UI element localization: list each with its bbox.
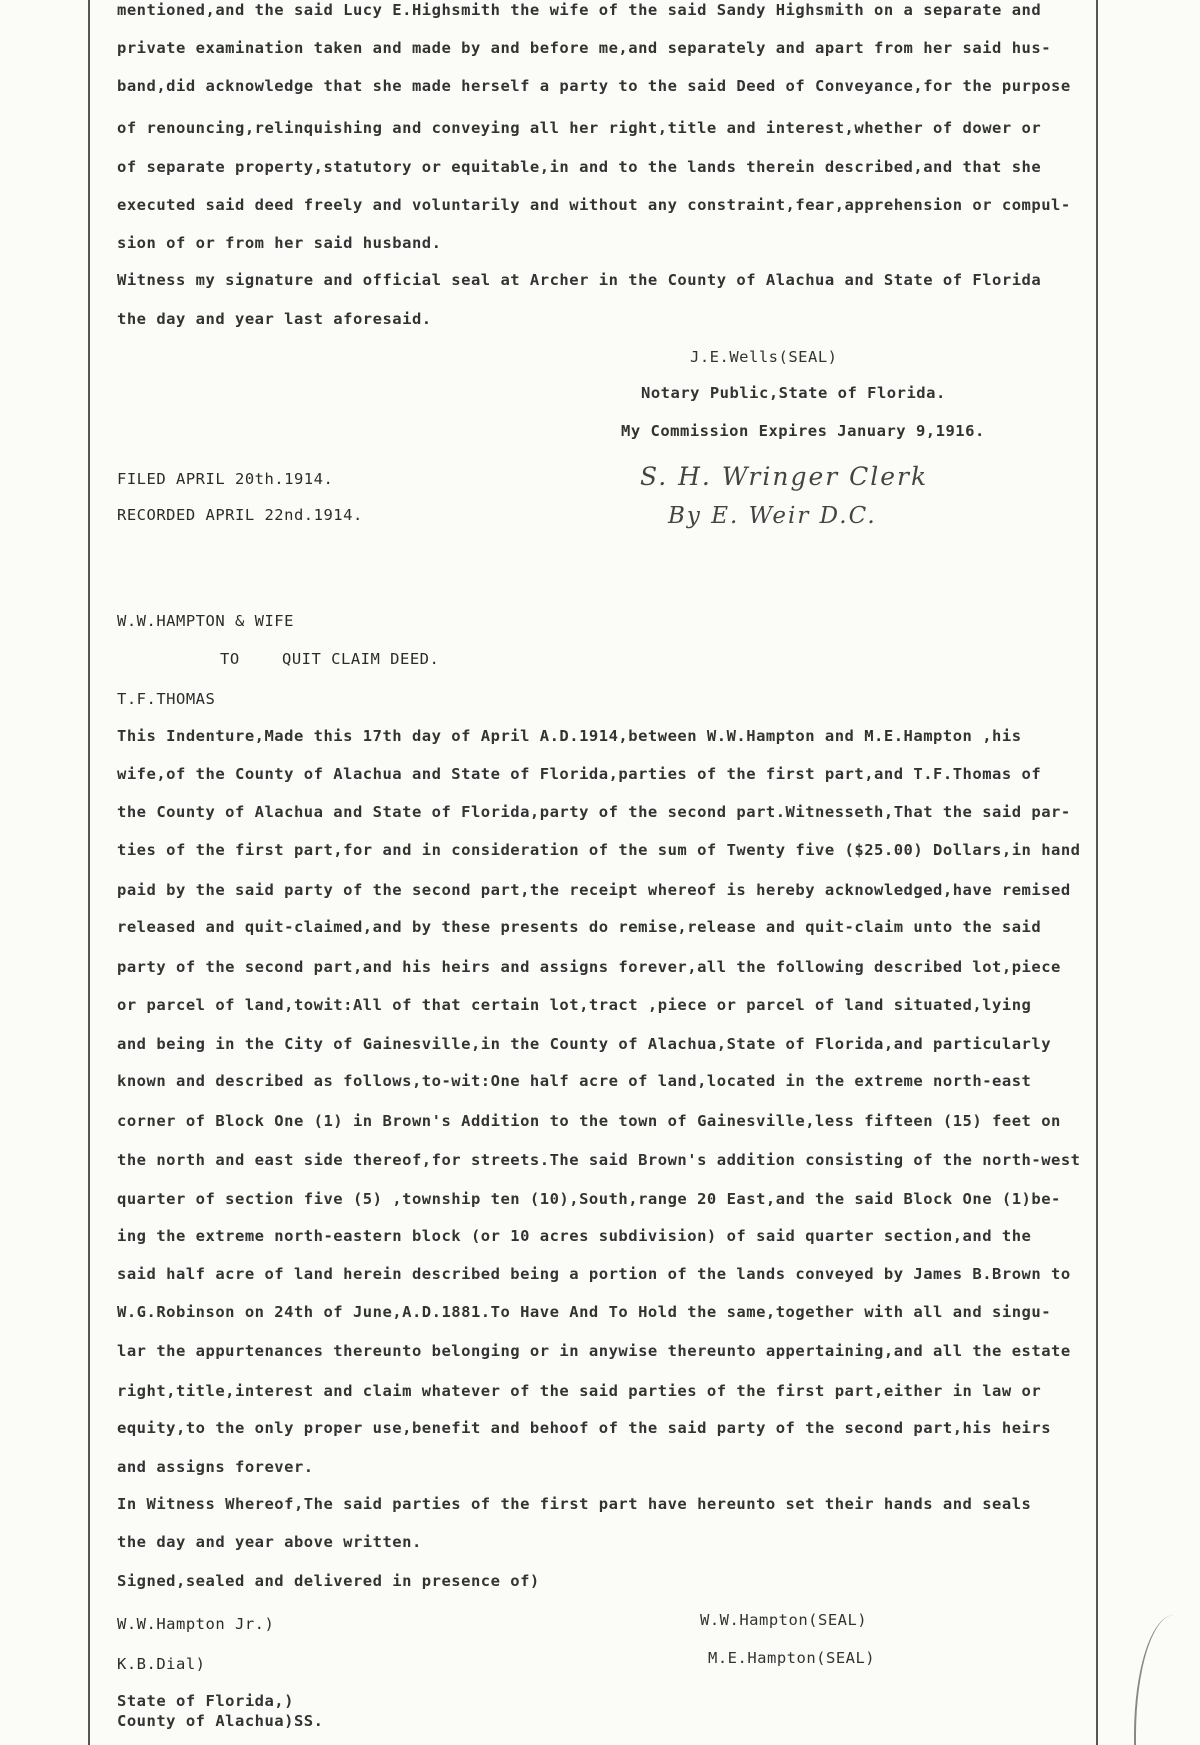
notary-title: Notary Public,State of Florida. [641, 384, 946, 402]
deed-grantor: W.W.HAMPTON & WIFE [117, 612, 294, 630]
deed-to: TO [220, 650, 240, 668]
ack-line-2: private examination taken and made by and before me,and separately and apart from her said hus- [117, 39, 1052, 57]
ack-line-7: sion of or from her said husband. [117, 234, 442, 252]
ack-line-3: band,did acknowledge that she made herself a party to the said Deed of Conveyance,for the purpose [117, 77, 1071, 95]
deed-line-22: the day and year above written. [117, 1533, 422, 1551]
notary-name: J.E.Wells(SEAL) [690, 348, 838, 366]
signer-2: M.E.Hampton(SEAL) [708, 1649, 876, 1667]
venue-county: County of Alachua)SS. [117, 1712, 324, 1730]
ack-line-4: of renouncing,relinquishing and conveying all her right,title and interest,whether of dower or [117, 119, 1042, 137]
deed-line-17: lar the appurtenances thereunto belonging or in anywise thereunto appertaining,and all the estate [117, 1342, 1071, 1360]
deed-line-11: corner of Block One (1) in Brown's Addition to the town of Gainesville,less fifteen (15) feet on [117, 1112, 1061, 1130]
deed-line-1: This Indenture,Made this 17th day of April A.D.1914,between W.W.Hampton and M.E.Hampton ,his [117, 727, 1022, 745]
notary-commission: My Commission Expires January 9,1916. [621, 422, 985, 440]
deed-line-10: known and described as follows,to-wit:One half acre of land,located in the extreme north-east [117, 1072, 1032, 1090]
deed-line-7: party of the second part,and his heirs and assigns forever,all the following described lot,piece [117, 958, 1061, 976]
right-margin-rule [1096, 0, 1098, 1745]
deed-line-9: and being in the City of Gainesville,in the County of Alachua,State of Florida,and particularly [117, 1035, 1052, 1053]
ack-line-6: executed said deed freely and voluntarily and without any constraint,fear,apprehension or compul- [117, 196, 1071, 214]
filed-date: FILED APRIL 20th.1914. [117, 470, 334, 488]
witness-2: K.B.Dial) [117, 1655, 206, 1673]
deed-line-4: ties of the first part,for and in consideration of the sum of Twenty five ($25.00) Dollars,in hand [117, 841, 1081, 859]
deed-line-21: In Witness Whereof,The said parties of the first part have hereunto set their hands and seals [117, 1495, 1032, 1513]
deed-line-5: paid by the said party of the second part,the receipt whereof is hereby acknowledged,have remised [117, 881, 1071, 899]
deed-line-13: quarter of section five (5) ,township ten (10),South,range 20 East,and the said Block One (1)be- [117, 1190, 1061, 1208]
venue-state: State of Florida,) [117, 1692, 294, 1710]
ack-line-9: the day and year last aforesaid. [117, 310, 432, 328]
deed-line-6: released and quit-claimed,and by these presents do remise,release and quit-claim unto the said [117, 918, 1042, 936]
deed-line-14: ing the extreme north-eastern block (or 10 acres subdivision) of said quarter section,and the [117, 1227, 1032, 1245]
deed-line-23: Signed,sealed and delivered in presence of) [117, 1572, 540, 1590]
witness-1: W.W.Hampton Jr.) [117, 1615, 275, 1633]
signer-1: W.W.Hampton(SEAL) [700, 1611, 868, 1629]
deed-line-12: the north and east side thereof,for streets.The said Brown's addition consisting of the north-west [117, 1151, 1081, 1169]
clerk-signature-line-1: S. H. Wringer Clerk [640, 462, 929, 491]
deed-line-8: or parcel of land,towit:All of that certain lot,tract ,piece or parcel of land situated,lying [117, 996, 1032, 1014]
deed-line-2: wife,of the County of Alachua and State of Florida,parties of the first part,and T.F.Thomas of [117, 765, 1042, 783]
recorded-date: RECORDED APRIL 22nd.1914. [117, 506, 363, 524]
ack-line-8: Witness my signature and official seal at Archer in the County of Alachua and State of Florida [117, 271, 1042, 289]
deed-grantee: T.F.THOMAS [117, 690, 216, 708]
ack-line-5: of separate property,statutory or equitable,in and to the lands therein described,and that she [117, 158, 1042, 176]
deed-line-15: said half acre of land herein described being a portion of the lands conveyed by James B.Brown to [117, 1265, 1071, 1283]
ack-line-1: mentioned,and the said Lucy E.Highsmith the wife of the said Sandy Highsmith on a separate and [117, 1, 1042, 19]
deed-line-18: right,title,interest and claim whatever of the said parties of the first part,either in law or [117, 1382, 1042, 1400]
page-curl [1134, 1615, 1196, 1745]
deed-type: QUIT CLAIM DEED. [282, 650, 440, 668]
left-margin-rule [88, 0, 90, 1745]
clerk-signature-line-2: By E. Weir D.C. [668, 503, 877, 529]
deed-line-20: and assigns forever. [117, 1458, 314, 1476]
deed-line-3: the County of Alachua and State of Florida,party of the second part.Witnesseth,That the said par- [117, 803, 1071, 821]
deed-line-16: W.G.Robinson on 24th of June,A.D.1881.To Have And To Hold the same,together with all and singu- [117, 1303, 1052, 1321]
deed-line-19: equity,to the only proper use,benefit and behoof of the said party of the second part,his heirs [117, 1419, 1052, 1437]
